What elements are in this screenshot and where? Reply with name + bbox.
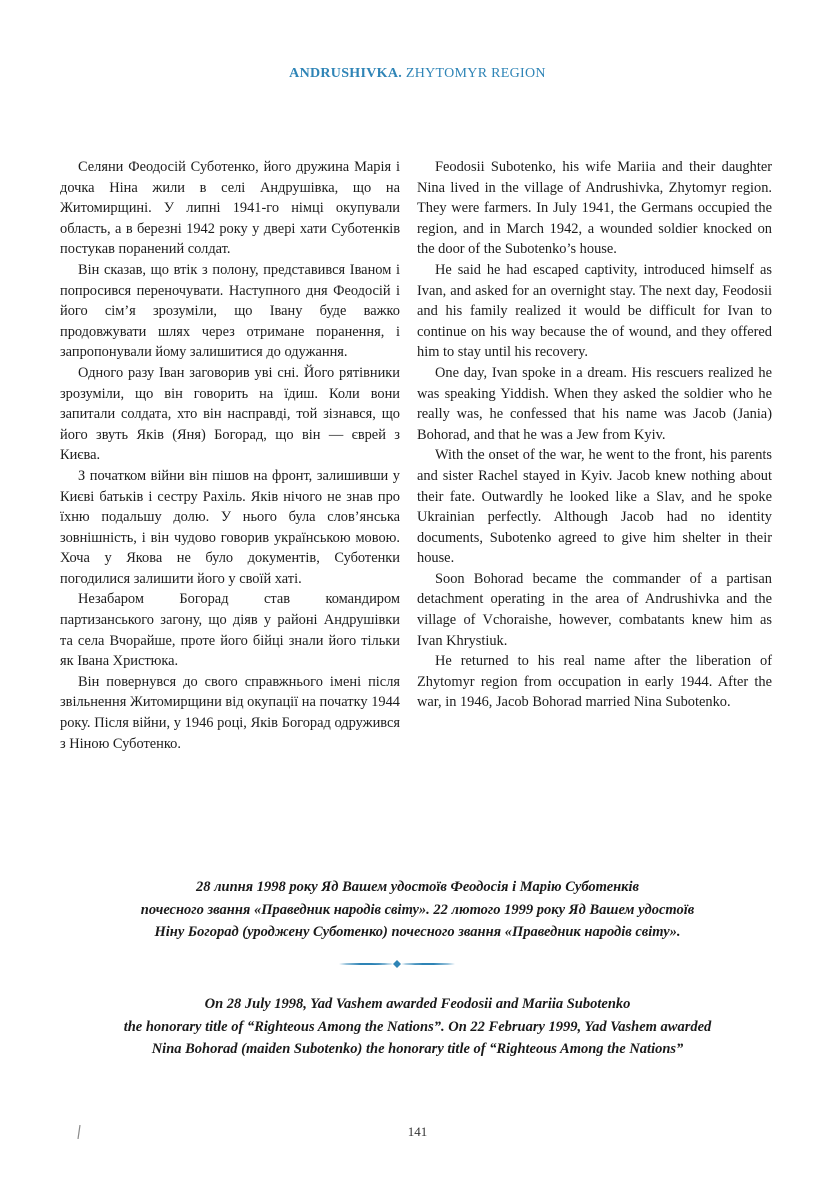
uk-paragraph-3: Одного разу Іван заговорив уві сні. Його рятівники зрозуміли, що він говорить на їдиш. Коли вони запитали солдата, хто він насправді, той зізнався, що його звуть Яків (Яня) Богорад, що він — єврей з Києва. bbox=[60, 364, 400, 464]
en-paragraph-1: Feodosii Subotenko, his wife Mariia and their daughter Nina lived in the village of Andrushivka, Zhytomyr region. They were farmers. In July 1941, the Germans occupied the region, and in March 1942, a wounded soldier knocked on the door of the Subotenko’s house. bbox=[417, 159, 772, 258]
en-paragraph-3: One day, Ivan spoke in a dream. His rescuers realized he was speaking Yiddish. When they asked the soldier who he really was, he confessed that his name was Jacob (Jania) Bohorad, and that he was a Jew from Kyiv. bbox=[417, 364, 772, 443]
uk-paragraph-2: Він сказав, що втік з полону, представився Іваном і попросився переночувати. Наступного дня Феодосій і його сім’я зрозуміли, що Івану буде важко продовжувати шлях через отримане поранення, і запропонували йому залишитися до одужання. bbox=[60, 261, 400, 361]
award-en-line-1: On 28 July 1998, Yad Vashem awarded Feodosii and Mariia Subotenko bbox=[204, 996, 631, 1012]
running-header bbox=[0, 66, 835, 82]
en-paragraph-2: He said he had escaped captivity, introduced himself as Ivan, and asked for an overnight stay. The next day, Feodosii and his family realized it would be difficult for Ivan to continue on his way because the of wound, and they offered him to stay until his recovery. bbox=[417, 261, 772, 361]
en-paragraph-5: Soon Bohorad became the commander of a partisan detachment operating in the area of Andrushivka and the village of Vchoraishe, however, combatants knew him as Ivan Khrystiuk. bbox=[417, 570, 772, 649]
award-en-line-3: Nina Bohorad (maiden Subotenko) the honorary title of “Righteous Among the Nations” bbox=[151, 1041, 684, 1057]
english-text-column bbox=[417, 157, 772, 713]
ukrainian-text-column bbox=[60, 157, 400, 754]
en-paragraph-4: With the onset of the war, he went to the front, his parents and sister Rachel stayed in Kyiv. Jacob knew nothing about their fate. Outwardly he looked like a Slav, and he spoke Ukrainian perfectly. Although Jacob had no identity documents, Subotenko agreed to give him shelter in their house. bbox=[417, 447, 772, 567]
award-en-line-2: the honorary title of “Righteous Among the Nations”. On 22 February 1999, Yad Vashem awarded bbox=[123, 1018, 712, 1035]
uk-paragraph-5: Незабаром Богорад став командиром партизанського загону, що діяв у районі Андрушівки та села Вчорайше, проте його бійці знали його тільки як Івана Христюка. bbox=[60, 591, 400, 670]
award-statement-english bbox=[0, 993, 835, 1061]
ornament-divider bbox=[339, 958, 455, 970]
award-statement-ukrainian bbox=[0, 876, 835, 944]
award-uk-line-2: почесного звання «Праведник народів світу». 22 лютого 1999 року Яд Вашем удостоїв bbox=[140, 901, 695, 918]
en-paragraph-6: He returned to his real name after the liberation of Zhytomyr region from occupation in early 1944. After the war, in 1946, Jacob Bohorad married Nina Subotenko. bbox=[417, 653, 772, 711]
uk-paragraph-4: З початком війни він пішов на фронт, залишивши у Києві батьків і сестру Рахіль. Яків нічого не знав про їхню подальшу долю. У нього була слов’янська зовнішність, і він чудово говорив українською мовою. Хоча у Якова не було документів, Суботенки погодилися залишити його у своїй хаті. bbox=[60, 467, 400, 587]
award-uk-line-1: 28 липня 1998 року Яд Вашем удостоїв Феодосія і Марію Суботенків bbox=[195, 879, 640, 895]
header-place: ANDRUSHIVKA. bbox=[289, 66, 403, 81]
uk-paragraph-6: Він повернувся до свого справжнього імені після звільнення Житомирщини від окупації на початку 1944 року. Після війни, у 1946 році, Яків Богорад одружився з Ніною Суботенко. bbox=[60, 673, 400, 752]
page-number: 141 bbox=[407, 1124, 428, 1139]
header-region: ZHYTOMYR REGION bbox=[405, 66, 546, 81]
uk-paragraph-1: Селяни Феодосій Суботенко, його дружина Марія і дочка Ніна жили в селі Андрушівка, що на Житомирщині. У липні 1941-го німці окупували область, а в березні 1942 року у двері хати Суботенків постукав поранений солдат. bbox=[60, 159, 400, 258]
award-uk-line-3: Ніну Богорад (уроджену Суботенко) почесного звання «Праведник народів світу». bbox=[154, 924, 681, 940]
